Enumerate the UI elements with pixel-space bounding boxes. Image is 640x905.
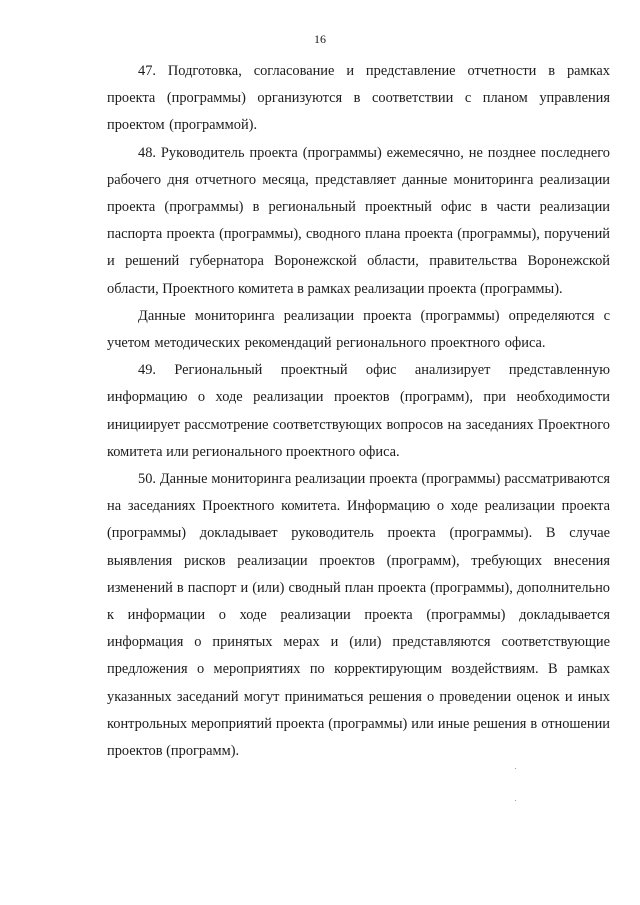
scan-speck [515, 768, 516, 769]
paragraph-50: 50. Данные мониторинга реализации проекта (программы) рассматриваются на заседаниях Проектного комитета. Информацию о ходе реализации проекта (программы) докладывает руководитель проекта (программы). В случае выявления рисков реализации проектов (программ), требующих внесения изменений в паспорт и (или) сводный план проекта (программы), дополнительно к информации о ходе реализации проекта (программы) докладывается информация о принятых мерах и (или) представляются соответствующие предложения о мероприятиях по корректирующим воздействиям. В рамках указанных заседаний могут приниматься решения о проведении оценок и иных контрольных мероприятий проекта (программы) или иные решения в отношении проектов (программ). [107, 471, 610, 760]
page-number: 16 [314, 32, 326, 46]
paragraph-48: 48. Руководитель проекта (программы) ежемесячно, не позднее последнего рабочего дня отчетного месяца, представляет данные мониторинга реализации проекта (программы) в региональный проектный офис в части реализации паспорта проекта (программы), сводного плана проекта (программы), поручений и решений губернатора Воронежской области, правительства Воронежской области, Проектного комитета в рамках реализации проекта (программы). [107, 144, 610, 297]
document-body [107, 58, 610, 765]
paragraph-48-monitoring-data: Данные мониторинга реализации проекта (программы) определяются с учетом методических рекомендаций регионального проектного офиса. [107, 307, 610, 352]
scan-speck [515, 800, 516, 801]
paragraph-47: 47. Подготовка, согласование и представление отчетности в рамках проекта (программы) организуются в соответствии с планом управления проектом (программой). [107, 63, 610, 134]
paragraph-49: 49. Региональный проектный офис анализирует представленную информацию о ходе реализации проектов (программ), при необходимости инициирует рассмотрение соответствующих вопросов на заседаниях Проектного комитета или регионального проектного офиса. [107, 362, 610, 460]
